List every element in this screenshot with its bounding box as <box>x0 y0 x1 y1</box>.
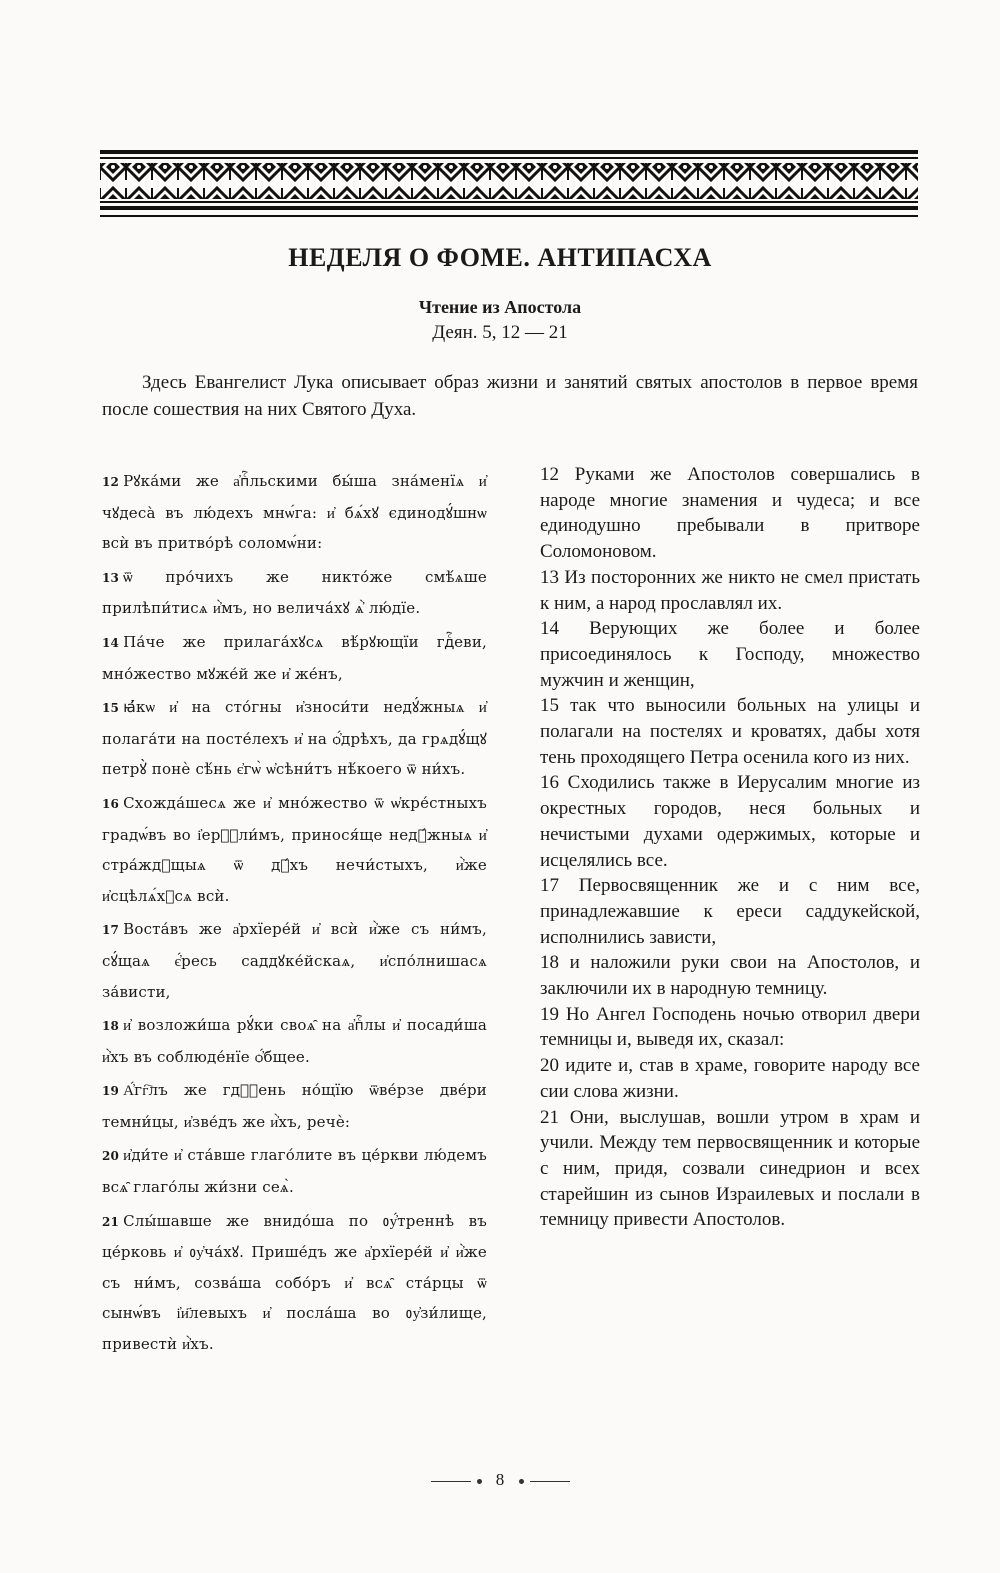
scripture-reference: Деян. 5, 12 — 21 <box>432 322 568 343</box>
russian-verse: 21 Они, выслушав, вошли утром в храм и учили. Между тем первосвященник и которые с ним, придя, созвали синедрион и всех старейшин из сынов Израилевых и послали в темницу привести Апостолов. <box>540 1106 920 1231</box>
page-number: 8 <box>495 1470 505 1489</box>
russian-verse: 14 Верующих же более и более присоединялось к Господу, множество мужчин и женщин, <box>540 618 920 691</box>
russian-verse: 19 Но Ангел Господень ночью отворил двери темницы и, выведя их, сказал: <box>540 1003 920 1051</box>
russian-verse: 12 Руками же Апостолов совершались в народе многие знамения и чудеса; и все единодушно пребывали в притворе Соломоновом. <box>540 464 920 563</box>
verse-number: 20 <box>102 1149 120 1164</box>
footer-dot-left <box>477 1479 482 1484</box>
footer-dot-right <box>519 1479 524 1484</box>
verse-number: 21 <box>102 1214 120 1229</box>
russian-column <box>540 462 920 1233</box>
slavonic-verse <box>102 466 487 559</box>
verse-text: Па́че же прилага́хꙋсѧ вѣ́рꙋющїи гдⷭ҇еви, мно́жество мꙋже́й же и҆ же́нъ, <box>102 632 487 683</box>
slavonic-verse <box>102 1140 487 1202</box>
slavonic-verse <box>102 627 487 689</box>
verse-text: А҆́гг҇лъ же гдⷭ҇ень но́щїю ѿве́рзе две́ри темни́цы, и҆зве́дъ же и҆̀хъ, речѐ: <box>102 1081 487 1131</box>
intro-paragraph <box>102 369 918 423</box>
slavonic-verse <box>102 562 487 624</box>
verse-text: ꙗ҆́кѡ и҆ на сто́гны и҆зноси́ти недꙋ́жныѧ и҆ полага́ти на посте́лехъ и҆ на ѻ҆́дрѣхъ, да грѧдꙋ́щꙋ петрꙋ̀ понѐ сѣ́нь є҆гѡ̀ ѡ҆сѣни́тъ нѣ́коего ѿ ни́хъ. <box>102 698 487 779</box>
page-footer <box>0 1470 1000 1490</box>
church-slavonic-column <box>102 466 487 1363</box>
verse-text: Слы́шавше же внидо́ша по ᲂу҆́треннѣ въ це́рковь и҆ ᲂу҆ча́хꙋ. Прише́дъ же а҆рхїере́й и҆ и҆̀же съ ни́мъ, созва́ша собо́ръ и҆ всѧ̑ ста́рцы ѿ сынѡ́въ і҆и҃левыхъ и҆ посла́ша во ᲂу҆зи́лище, привестѝ и҆̀хъ. <box>102 1211 487 1354</box>
verse-number: 17 <box>102 923 120 938</box>
verse-number: 13 <box>102 570 120 585</box>
russian-verse: 18 и наложили руки свои на Апостолов, и заключили их в народную темницу. <box>540 952 920 1000</box>
footer-rule-right <box>530 1481 570 1482</box>
russian-verse: 16 Сходились также в Иерусалим многие из окрестных городов, неся больных и нечистыми духами одержимых, которые и исцелялись все. <box>540 772 920 871</box>
russian-verse: 17 Первосвященник же и с ним все, принадлежавшие к ереси саддукейской, исполнились зависти, <box>540 875 920 948</box>
slavonic-verse <box>102 914 487 1007</box>
russian-verse: 13 Из посторонних же никто не смел пристать к ним, а народ прославлял их. <box>540 566 920 614</box>
intro-text: Здесь Евангелист Лука описывает образ жизни и занятий святых апостолов в первое время после сошествия на них Святого Духа. <box>102 372 918 420</box>
russian-verse: 15 так что выносили больных на улицы и полагали на постелях и кроватях, дабы хотя тень проходящего Петра осенила кого из них. <box>540 695 920 768</box>
verse-number: 18 <box>102 1019 120 1034</box>
slavonic-verse <box>102 692 487 785</box>
verse-text: ѿ про́чихъ же никто́же смѣ́ѧше прилѣпи́тисѧ и҆̀мъ, но велича́хꙋ ѧ҆̀ лю́дїе. <box>102 567 487 618</box>
russian-verse: 20 идите и, став в храме, говорите народу все сии слова жизни. <box>540 1055 920 1102</box>
slavonic-verse <box>102 1206 487 1360</box>
verse-text: Воста́въ же а҆рхїере́й и҆ всѝ и҆̀же съ ни́мъ, сꙋ́щаѧ є҆́ресь саддꙋке́йскаѧ, и҆спо́лнишасѧ за́висти, <box>102 920 487 1001</box>
footer-rule-left <box>431 1481 471 1482</box>
page-title: НЕДЕЛЯ О ФОМЕ. АНТИПАСХА <box>288 243 712 272</box>
slavonic-verse <box>102 1075 487 1137</box>
verse-text: и҆ди́те и҆ ста́вше глаго́лите въ це́ркви лю́демъ всѧ̑ глаго́лы жи́зни сеѧ̀. <box>102 1146 487 1197</box>
reading-subtitle: Чтение из Апостола <box>418 297 582 317</box>
verse-text: Рꙋка́ми же а҆пⷭ҇льскими бы́ша зна́менїѧ и҆ чꙋдеса̀ въ лю́дехъ мнѡ́га: и҆ бѧ́хꙋ єдинодꙋ́шнѡ всѝ въ притво́рѣ соломѡ́ни: <box>102 472 487 553</box>
slavonic-verse <box>102 788 487 911</box>
verse-text: и҆ возложи́ша рꙋ́ки своѧ̑ на а҆пⷭ҇лы и҆ посади́ша и҆̀хъ въ соблюде́нїе ѻ҆́бщее. <box>102 1016 487 1066</box>
ornamental-border <box>100 150 918 220</box>
verse-number: 12 <box>102 475 120 489</box>
verse-number: 16 <box>102 796 120 811</box>
verse-number: 19 <box>102 1084 120 1099</box>
slavonic-verse <box>102 1010 487 1072</box>
verse-number: 15 <box>102 701 120 716</box>
verse-number: 14 <box>102 635 120 650</box>
verse-text: Схожда́шесѧ же и҆ мно́жество ѿ ѡ҆кре́стныхъ градѡ́въ во і҆ерⷭ҇ли́мъ, принося́ще недꙋ́жныѧ и҆ стра́ждꙋщыѧ ѿ дꙋ́хъ нечи́стыхъ, и҆̀же и҆сцѣлѧ́хꙋсѧ всѝ. <box>102 793 487 905</box>
